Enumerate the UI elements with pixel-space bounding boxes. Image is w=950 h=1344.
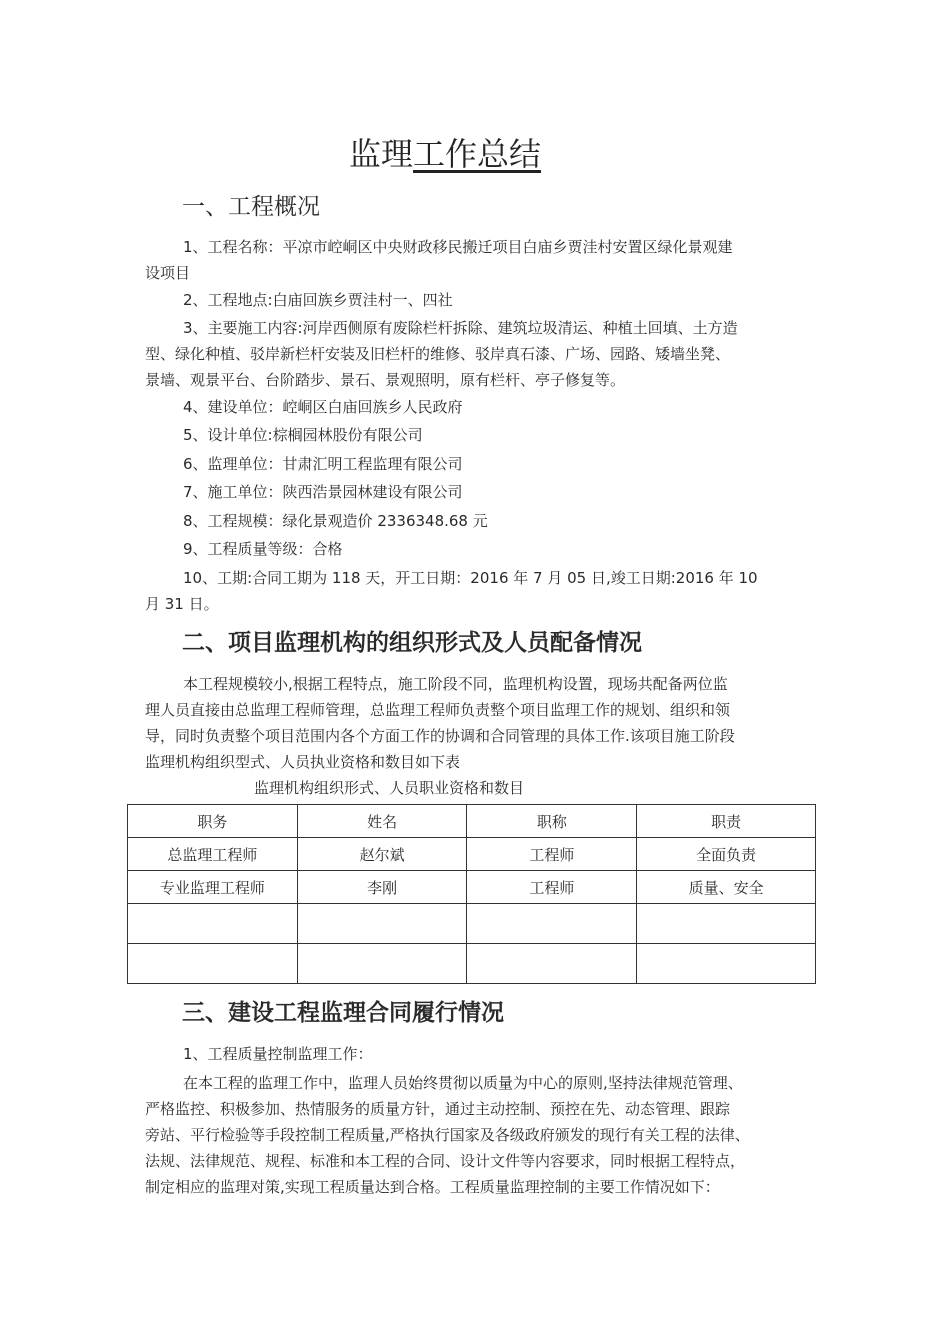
section-2-heading: 二、项目监理机构的组织形式及人员配备情况 [182, 630, 642, 656]
title-part-1: 监理 [348, 135, 413, 173]
cell-empty [467, 904, 637, 944]
item-project-name: 1、工程名称：平凉市崆峒区中央财政移民搬迁项目白庙乡贾洼村安置区绿化景观建 设项目 [145, 238, 733, 282]
title-part-2-underlined: 工作总结 [413, 135, 542, 173]
header-duty: 职责 [637, 805, 816, 838]
quality-control-subheading: 1、工程质量控制监理工作： [183, 1045, 373, 1063]
item-quality-grade: 9、工程质量等级：合格 [183, 540, 343, 558]
cell-title: 工程师 [467, 871, 637, 904]
section-2-paragraph: 本工程规模较小,根据工程特点，施工阶段不同，监理机构设置，现场共配备两位监 理人员直接由总监理工程师管理，总监理工程师负责整个项目监理工作的规划、组织和领 导，同时负责整个项目范围内各个方面工作的协调和合同管理的具体工作.该项目施工阶段 监理机构组织型式、人员执业资格和数目如下表 [145, 675, 735, 771]
cell-position: 专业监理工程师 [128, 871, 298, 904]
document-title [0, 132, 890, 176]
table-row [128, 871, 816, 904]
section-1-heading: 一、工程概况 [182, 194, 320, 220]
header-name: 姓名 [297, 805, 467, 838]
table-row-empty [128, 944, 816, 984]
item-project-location: 2、工程地点:白庙回族乡贾洼村一、四社 [183, 291, 453, 309]
cell-position: 总监理工程师 [128, 838, 298, 871]
header-position: 职务 [128, 805, 298, 838]
item-main-works: 3、主要施工内容:河岸西侧原有废除栏杆拆除、建筑垃圾清运、种植土回填、土方造 型、绿化种植、驳岸新栏杆安装及旧栏杆的维修、驳岸真石漆、广场、园路、矮墙坐凳、 景墙、观景平台、台阶踏步、景石、景观照明，原有栏杆、亭子修复等。 [145, 319, 738, 389]
cell-empty [297, 904, 467, 944]
cell-empty [637, 944, 816, 984]
section-3-heading: 三、建设工程监理合同履行情况 [182, 1000, 504, 1026]
cell-empty [637, 904, 816, 944]
cell-name: 李刚 [297, 871, 467, 904]
table-header-row [128, 805, 816, 838]
item-construction-unit: 7、施工单位：陕西浩景园林建设有限公司 [183, 483, 463, 501]
cell-empty [297, 944, 467, 984]
table-row [128, 838, 816, 871]
staff-table [127, 804, 816, 984]
cell-name: 赵尔斌 [297, 838, 467, 871]
item-owner-unit: 4、建设单位：崆峒区白庙回族乡人民政府 [183, 398, 463, 416]
item-supervision-unit: 6、监理单位：甘肃汇明工程监理有限公司 [183, 455, 463, 473]
table-row-empty [128, 904, 816, 944]
section-3-paragraph: 在本工程的监理工作中，监理人员始终贯彻以质量为中心的原则,坚持法律规范管理、 严格监控、积极参加、热情服务的质量方针，通过主动控制、预控在先、动态管理、跟踪 旁站、平行检验等手段控制工程质量,严格执行国家及各级政府颁发的现行有关工程的法律、 法规、法律规范、规程、标准和本工程的合同、设计文件等内容要求，同时根据工程特点， 制定相应的监理对策,实现工程质量达到合格。工程质量监理控制的主要工作情况如下： [145, 1074, 750, 1196]
cell-title: 工程师 [467, 838, 637, 871]
table-caption: 监理机构组织形式、人员职业资格和数目 [254, 779, 525, 797]
cell-empty [467, 944, 637, 984]
item-schedule: 10、工期:合同工期为 118 天，开工日期：2016 年 7 月 05 日,竣工日期:2016 年 10 月 31 日。 [145, 569, 758, 613]
item-design-unit: 5、设计单位:棕榈园林股份有限公司 [183, 426, 423, 444]
cell-empty [128, 904, 298, 944]
item-project-scale: 8、工程规模：绿化景观造价 2336348.68 元 [183, 512, 488, 530]
cell-empty [128, 944, 298, 984]
header-title: 职称 [467, 805, 637, 838]
cell-duty: 全面负责 [637, 838, 816, 871]
cell-duty: 质量、安全 [637, 871, 816, 904]
